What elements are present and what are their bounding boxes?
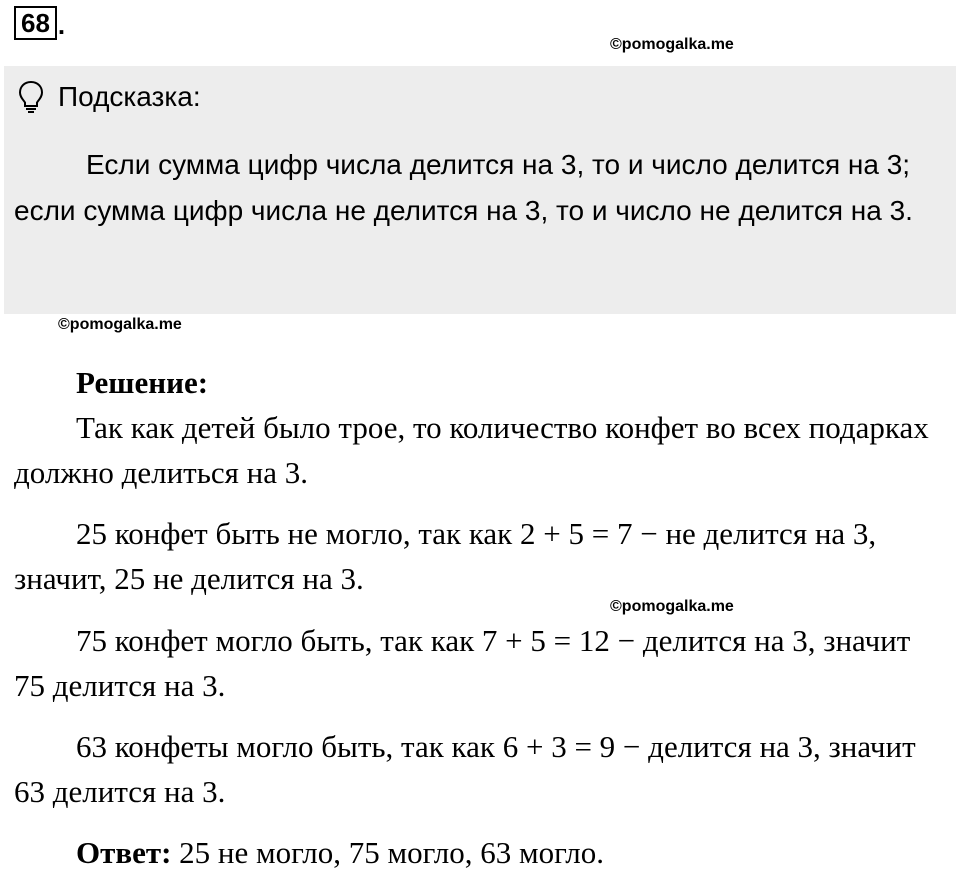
hint-text: Если сумма цифр числа делится на 3, то и число делится на 3; если сумма цифр числа не делится на 3, то и число не делится на 3. (14, 149, 913, 226)
solution-paragraph-3: 75 конфет могло быть, так как 7 + 5 = 12 − делится на 3, значит 75 делится на 3. (14, 623, 911, 703)
answer (14, 830, 944, 875)
answer-label: Ответ: (76, 835, 172, 870)
watermark: ©pomogalka.me (610, 36, 734, 53)
hint-box (4, 66, 956, 314)
answer-text: 25 не могло, 75 могло, 63 могло. (171, 835, 604, 870)
solution-paragraph (14, 511, 944, 601)
solution-paragraph-4: 63 конфеты могло быть, так как 6 + 3 = 9 − делится на 3, значит 63 делится на 3. (14, 729, 916, 809)
lightbulb-icon (18, 80, 44, 114)
solution-paragraph (14, 405, 944, 495)
hint-title: Подсказка: (58, 81, 201, 112)
task-number-box: 68 (14, 6, 57, 40)
task-number-dot: . (57, 10, 66, 40)
solution-paragraph-1: Так как детей было трое, то количество конфет во всех подарках должно делиться на 3. (14, 410, 929, 490)
watermark: ©pomogalka.me (58, 316, 182, 333)
hint-header (18, 80, 201, 114)
solution-heading-text: Решение: (76, 365, 209, 400)
solution-heading (14, 360, 944, 405)
task-number (14, 6, 65, 40)
watermark: ©pomogalka.me (610, 598, 734, 615)
solution-paragraph-2: 25 конфет быть не могло, так как 2 + 5 = 7 − не делится на 3, значит, 25 не делится на 3. (14, 516, 877, 596)
solution-paragraph (14, 618, 944, 708)
solution-paragraph (14, 724, 944, 814)
